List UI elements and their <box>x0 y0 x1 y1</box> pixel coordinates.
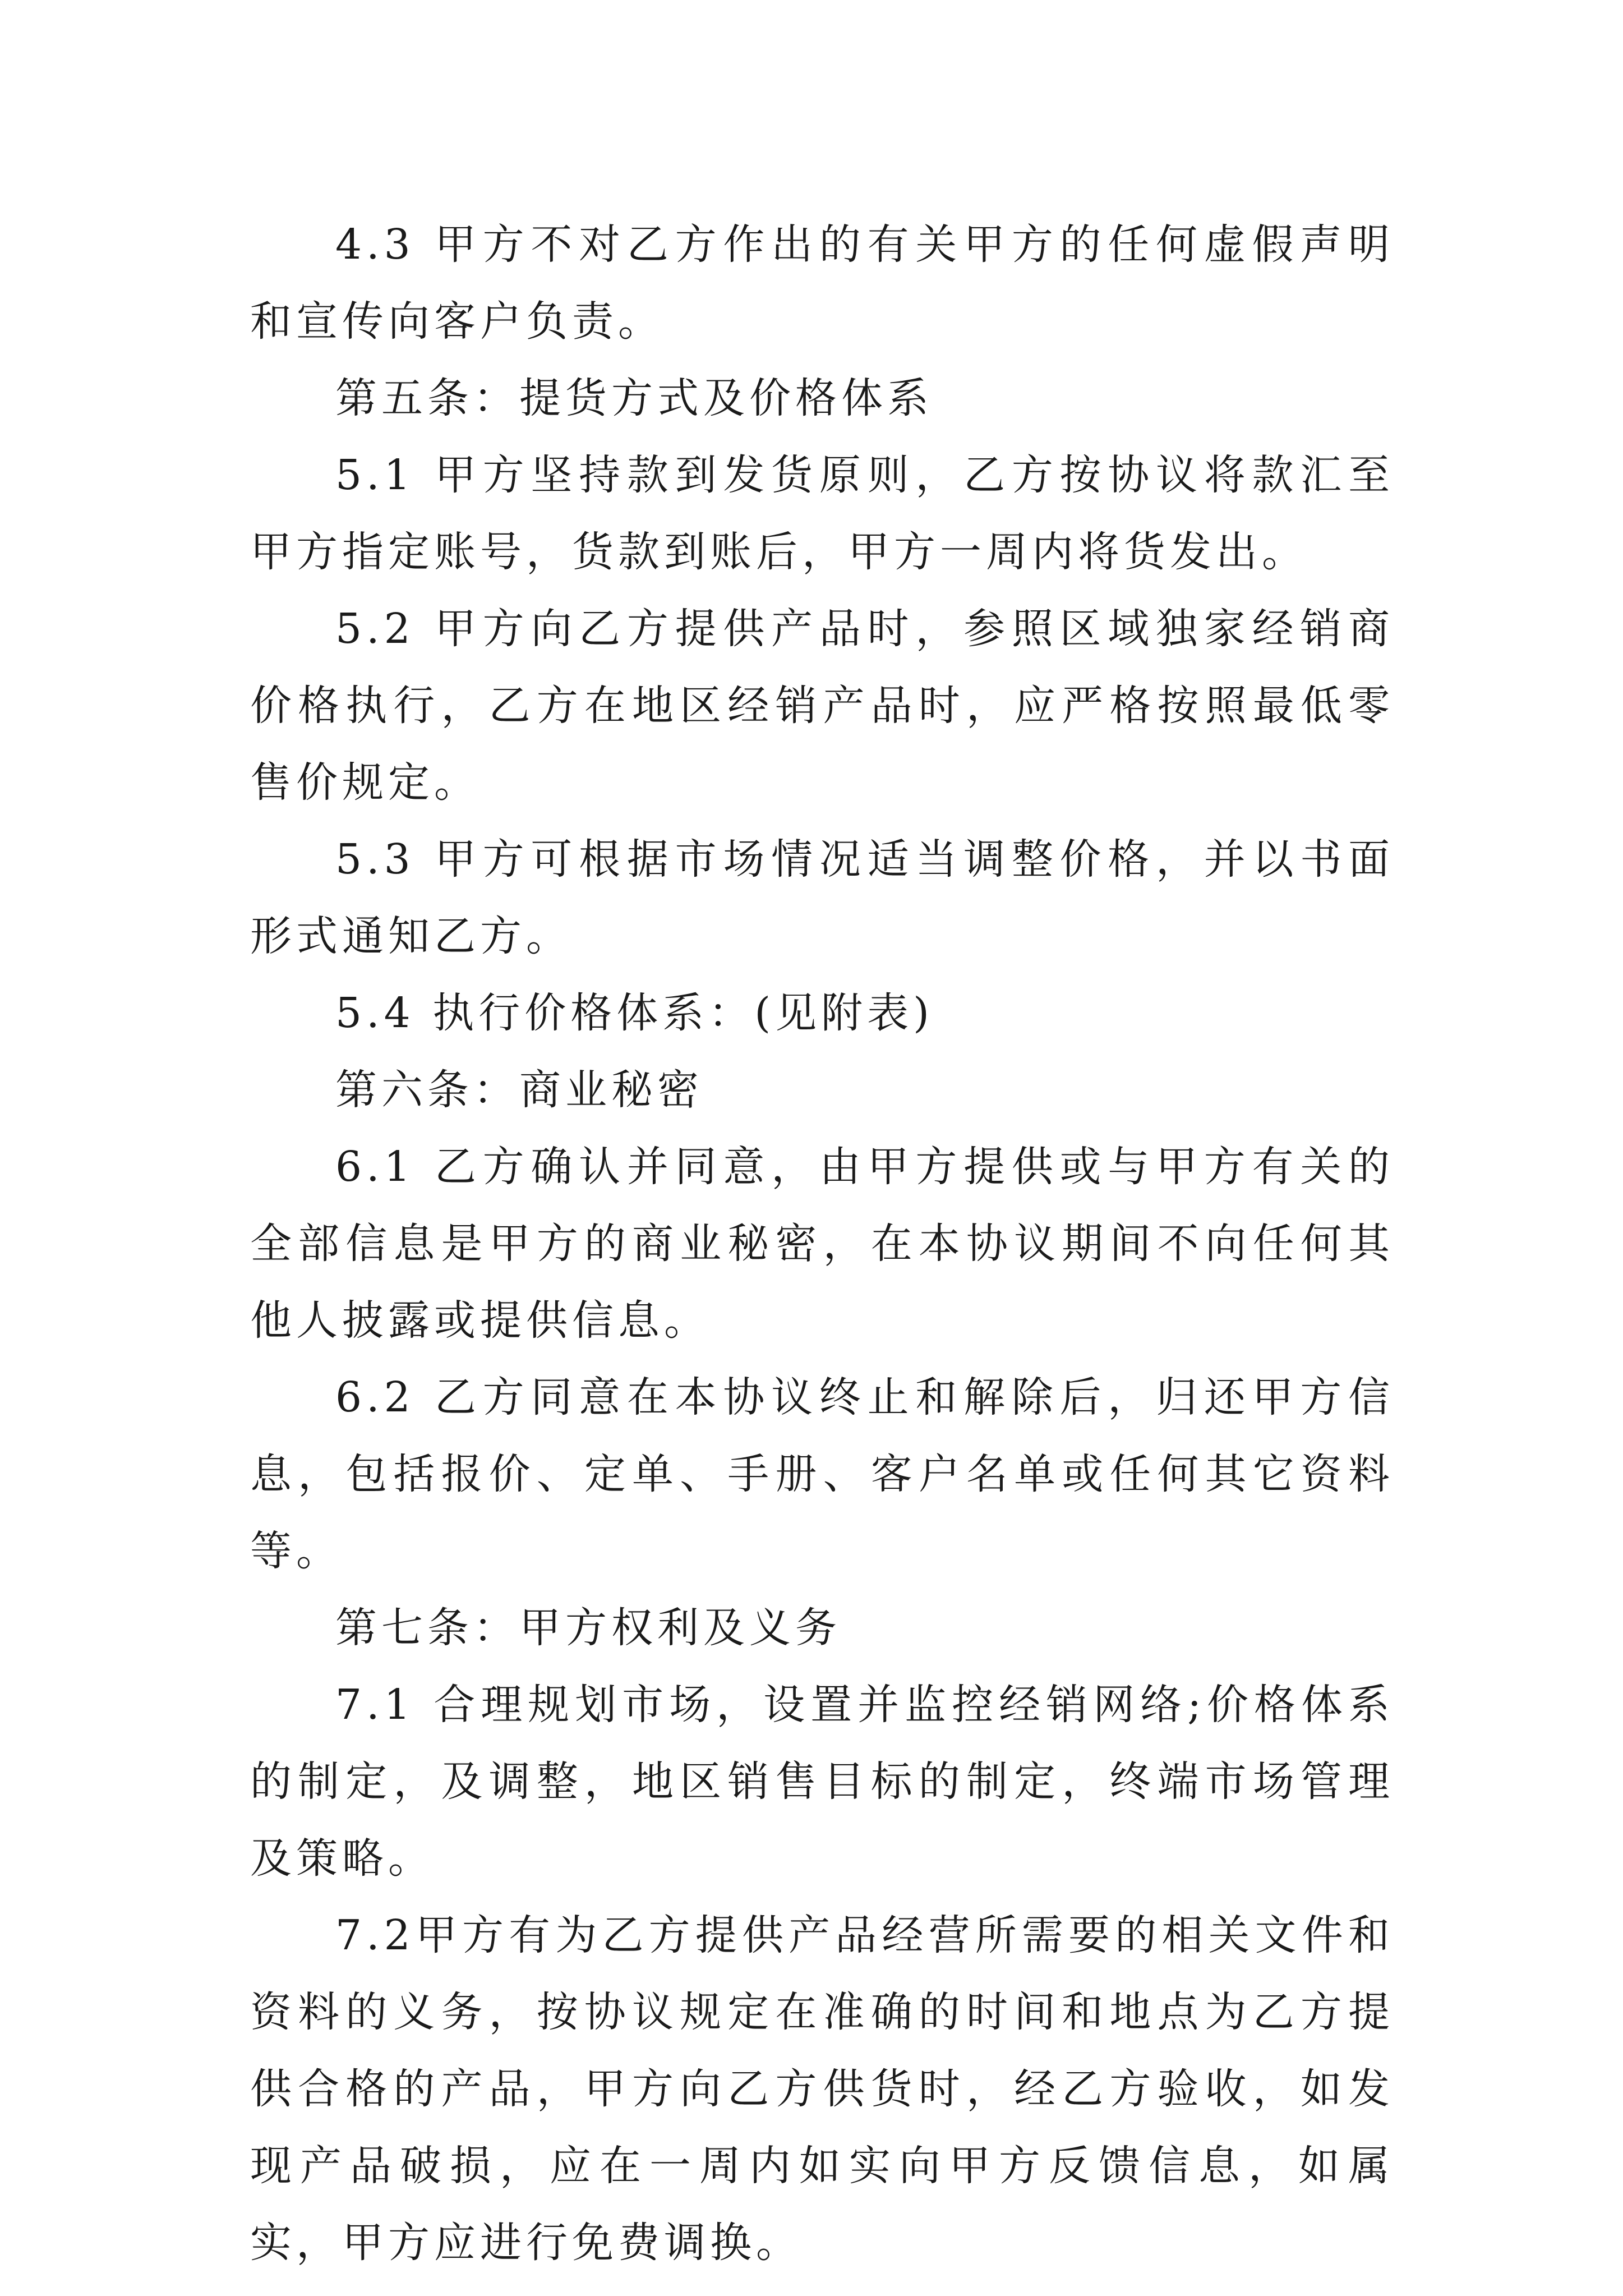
clause-5-3: 5.3 甲方可根据市场情况适当调整价格，并以书面形式通知乙方。 <box>250 835 1394 960</box>
article-7-heading: 第七条：甲方权利及义务 <box>335 1604 841 1652</box>
clause-5-1: 5.1 甲方坚持款到发货原则，乙方按协议将款汇至甲方指定账号，货款到账后，甲方一周内将货发出。 <box>250 451 1394 576</box>
clause-6-1: 6.1 乙方确认并同意，由甲方提供或与甲方有关的全部信息是甲方的商业秘密，在本协议期间不向任何其他人披露或提供信息。 <box>250 1143 1394 1345</box>
clause-6-2: 6.2 乙方同意在本协议终止和解除后，归还甲方信息，包括报价、定单、手册、客户名单或任何其它资料等。 <box>250 1373 1394 1575</box>
clause-5-4: 5.4 执行价格体系：(见附表) <box>335 989 934 1037</box>
clause-4-3: 4.3 甲方不对乙方作出的有关甲方的任何虚假声明和宣传向客户负责。 <box>250 220 1394 346</box>
article-6-heading: 第六条：商业秘密 <box>335 1066 703 1114</box>
article-5-heading: 第五条：提货方式及价格体系 <box>335 374 933 422</box>
clause-5-2: 5.2 甲方向乙方提供产品时，参照区域独家经销商价格执行，乙方在地区经销产品时，应严格按照最低零售价规定。 <box>250 605 1394 807</box>
clause-7-1: 7.1 合理规划市场，设置并监控经销网络;价格体系的制定，及调整，地区销售目标的制定，终端市场管理及策略。 <box>250 1681 1394 1883</box>
document-body <box>250 206 1394 2281</box>
clause-7-2: 7.2甲方有为乙方提供产品经营所需要的相关文件和资料的义务，按协议规定在准确的时间和地点为乙方提供合格的产品，甲方向乙方供货时，经乙方验收，如发现产品破损，应在一周内如实向甲方反馈信息，如属实，甲方应进行免费调换。 <box>250 1911 1394 2267</box>
